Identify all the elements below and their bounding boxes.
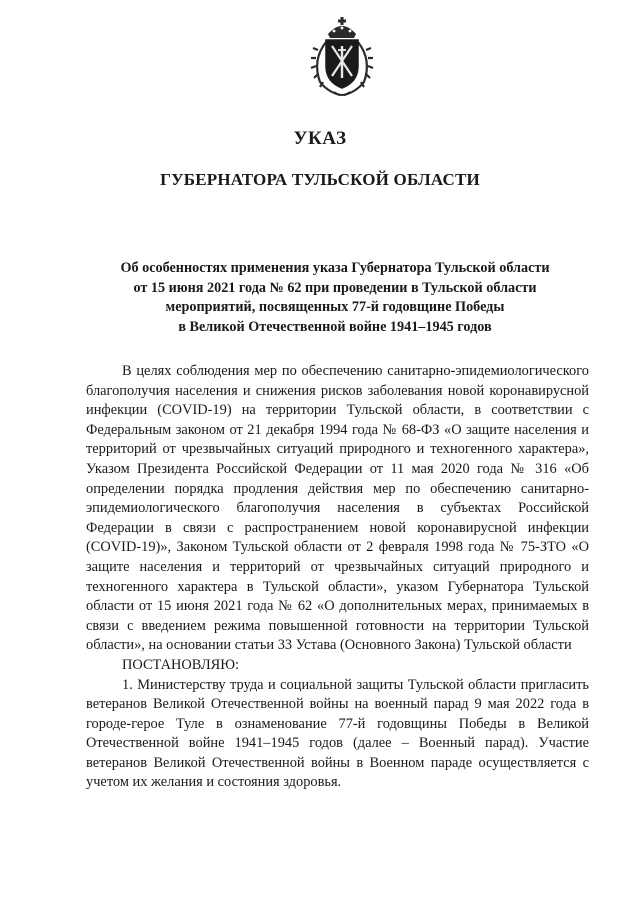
preamble-text: В целях соблюдения мер по обеспечению санитарно-эпидемиологического благополучия населения и снижения рисков заболевания новой коронавирусной инфекции (COVID-19) на территории Тульской области, в соответствии с Федеральным законом от 21 декабря 1994 года № 68-ФЗ «О защите населения и территорий от чрезвычайных ситуаций природного и техногенного характера», Указом Президента Российской Федерации от 11 мая 2020 года № 316 «Об определении порядка продления действия мер по обеспечению санитарно-эпидемиологического благополучия населения в субъектах Российской Федерации в связи с распространением новой коронавирусной инфекции (COVID-19)», Законом Тульской области от 2 февраля 1998 года № 75-ЗТО «О защите населения и территорий от чрезвычайных ситуаций природного и техногенного характера в Тульской области», указом Губернатора Тульской области от 15 июня 2021 года № 62 «О дополнительных мерах, принимаемых в связи с введением режима повышенной готовности на территории Тульской области», на основании статьи 33 Устава (Основного Закона) Тульской области [86, 363, 589, 654]
document-title: УКАЗ [293, 128, 347, 149]
tula-coat-of-arms-icon [306, 16, 378, 98]
decree-subject-line: в Великой Отечественной войне 1941–1945 годов [178, 318, 492, 335]
item-1-paragraph: 1. Министерству труда и социальной защиты Тульской области пригласить ветеранов Великой Отечественной войны на военный парад 9 мая 2022 года в городе-герое Туле в ознаменование 77-й годовщины Победы в Великой Отечественной войне 1941–1945 годов (далее – Военный парад). Участие ветеранов Великой Отечественной войны в Военном параде осуществляется с учетом их желания и состояния здоровья. [86, 676, 589, 791]
preamble-paragraph [86, 362, 589, 676]
decree-subject-line: Об особенностях применения указа Губернатора Тульской области [120, 260, 550, 276]
decree-subject-line: от 15 июня 2021 года № 62 при проведении в Тульской области [133, 279, 537, 296]
document-body [86, 362, 589, 793]
document-subtitle: ГУБЕРНАТОРА ТУЛЬСКОЙ ОБЛАСТИ [160, 170, 480, 189]
decree-word: ПОСТАНОВЛЯЮ: [122, 656, 240, 673]
decree-subject-line: мероприятий, посвященных 77-й годовщине Победы [165, 299, 505, 316]
decree-subject [70, 259, 600, 337]
